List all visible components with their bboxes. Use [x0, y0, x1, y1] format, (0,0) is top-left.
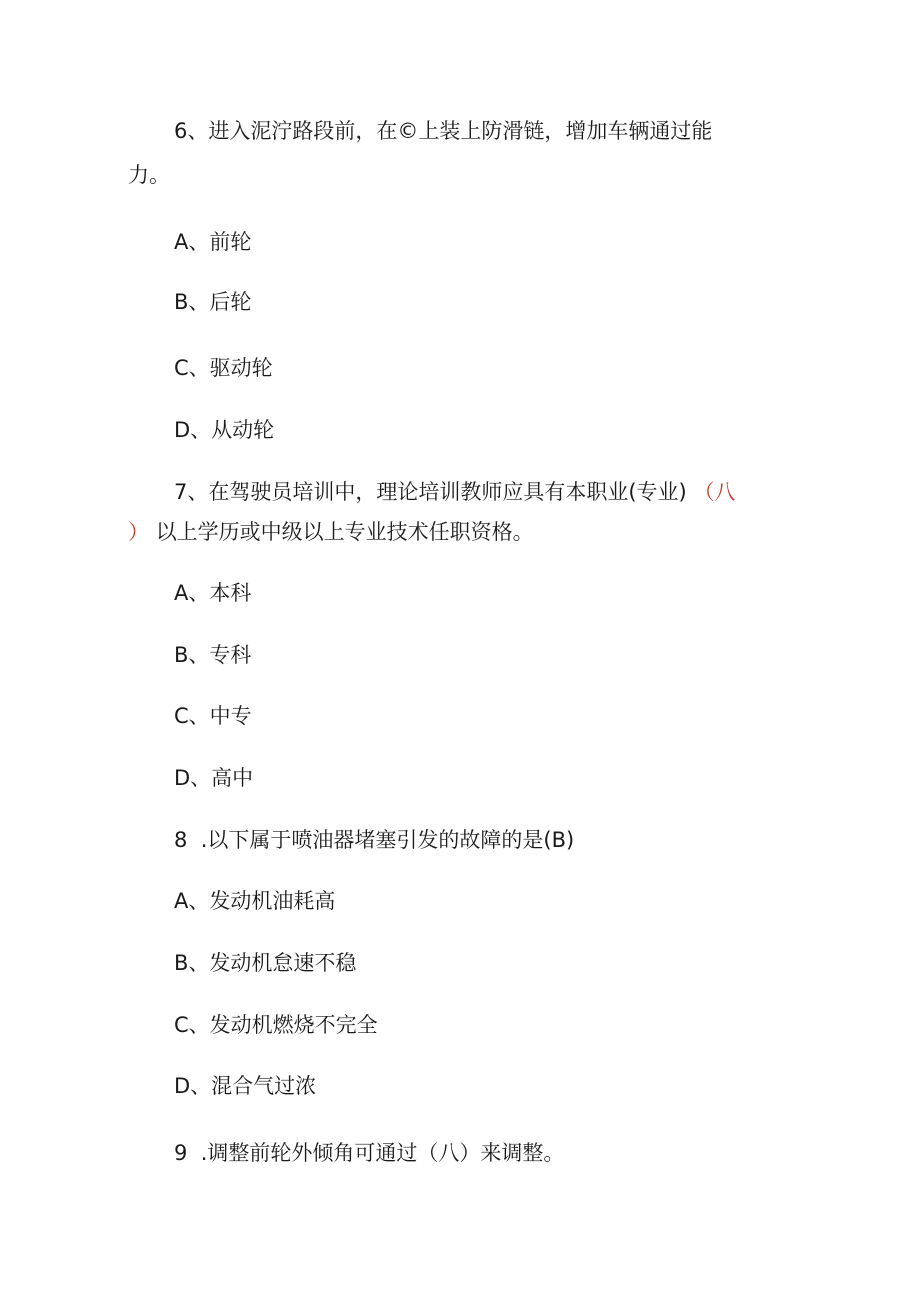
question-7-text-continued: [128, 518, 534, 546]
question-8-option-d: D、混合气过浓: [174, 1074, 317, 1098]
question-7-option-d: D、高中: [174, 766, 254, 790]
question-6-text-continued: 力。: [128, 163, 170, 187]
question-6-option-d: D、从动轮: [174, 418, 275, 442]
question-7-text: [174, 478, 735, 506]
question-8-option-b: B、发动机怠速不稳: [174, 951, 357, 975]
question-8-option-a: A、发动机油耗高: [174, 889, 336, 913]
question-9-text: 9 .调整前轮外倾角可通过（八）来调整。: [174, 1141, 565, 1165]
question-7-option-b: B、专科: [174, 643, 252, 667]
question-7-option-c: C、中专: [174, 704, 252, 728]
question-8-option-c: C、发动机燃烧不完全: [174, 1013, 378, 1037]
question-7-option-a: A、本科: [174, 581, 252, 605]
question-6-option-a: A、前轮: [174, 230, 252, 254]
question-7-answer-paren-open: （八: [693, 480, 736, 504]
question-7-answer-paren-close: ）: [128, 520, 149, 544]
question-8-text: 8 .以下属于喷油器堵塞引发的故障的是(B): [174, 828, 575, 852]
question-7-continued-text: 以上学历或中级以上专业技术任职资格。: [155, 520, 534, 544]
question-6-text: 6、进入泥泞路段前，在©上装上防滑链，增加车辆通过能: [174, 119, 713, 143]
question-6-option-b: B、后轮: [174, 290, 252, 314]
question-6-option-c: C、驱动轮: [174, 356, 273, 380]
question-7-main-text: 7、在驾驶员培训中，理论培训教师应具有本职业(专业): [174, 480, 687, 504]
